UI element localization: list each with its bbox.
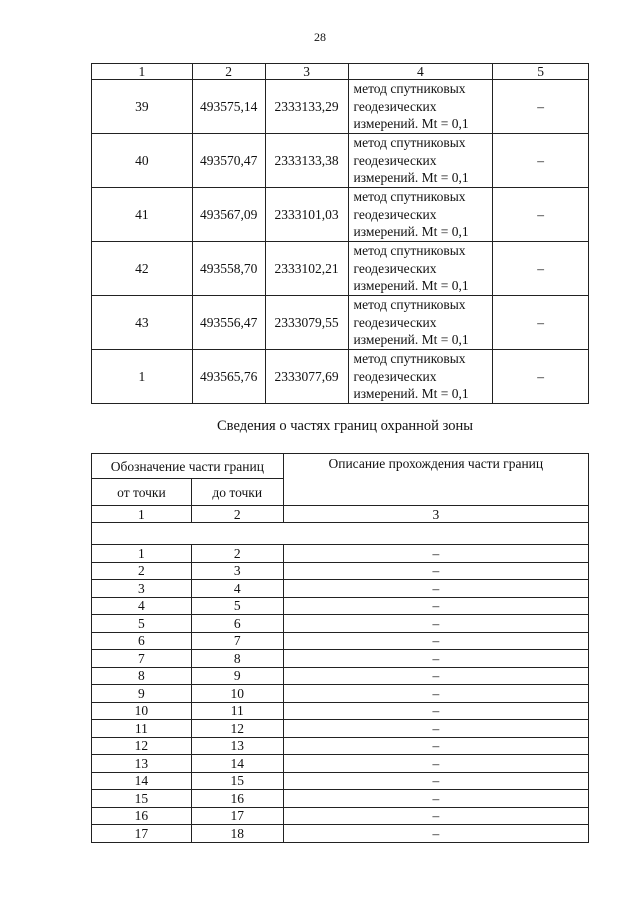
method-line: измерений. Mt = 0,1 [353, 170, 469, 186]
to-point: 15 [191, 772, 283, 790]
point-number: 40 [92, 134, 193, 188]
table-row [92, 685, 589, 703]
coordinate-y: 2333102,21 [265, 242, 348, 296]
method-line: геодезических [353, 98, 437, 114]
method-cell [348, 296, 493, 350]
from-point: 7 [92, 650, 192, 668]
from-point: 8 [92, 667, 192, 685]
method-line: метод спутниковых [353, 81, 466, 97]
method-line: метод спутниковых [353, 297, 466, 313]
method-line: измерений. Mt = 0,1 [353, 224, 469, 240]
point-number: 41 [92, 188, 193, 242]
coordinate-x: 493565,76 [192, 350, 265, 404]
to-point: 3 [191, 562, 283, 580]
column-number-1: 1 [92, 506, 192, 523]
to-point: 16 [191, 790, 283, 808]
to-point: 11 [191, 702, 283, 720]
coordinate-x: 493556,47 [192, 296, 265, 350]
header-to-point: до точки [191, 479, 283, 506]
from-point: 11 [92, 720, 192, 738]
from-point: 3 [92, 580, 192, 598]
method-line: геодезических [353, 260, 437, 276]
method-line: метод спутниковых [353, 243, 466, 259]
table-row [92, 242, 589, 296]
method-line: геодезических [353, 206, 437, 222]
description: – [283, 737, 588, 755]
description: – [283, 720, 588, 738]
method-line: геодезических [353, 368, 437, 384]
table-row [92, 597, 589, 615]
from-point: 9 [92, 685, 192, 703]
table-row [92, 562, 589, 580]
column-5-value: – [493, 296, 589, 350]
from-point: 5 [92, 615, 192, 633]
coordinate-x: 493570,47 [192, 134, 265, 188]
table-row [92, 80, 589, 134]
coordinate-x: 493558,70 [192, 242, 265, 296]
from-point: 14 [92, 772, 192, 790]
table-row [92, 720, 589, 738]
to-point: 5 [191, 597, 283, 615]
table-row [92, 350, 589, 404]
column-number-3: 3 [265, 64, 348, 80]
column-number-2: 2 [192, 64, 265, 80]
header-description: Описание прохождения части границ [283, 454, 588, 506]
method-cell [348, 188, 493, 242]
boundary-parts-table [91, 453, 589, 843]
description: – [283, 825, 588, 843]
from-point: 15 [92, 790, 192, 808]
description: – [283, 755, 588, 773]
table-row [92, 580, 589, 598]
method-cell [348, 80, 493, 134]
to-point: 18 [191, 825, 283, 843]
from-point: 12 [92, 737, 192, 755]
to-point: 2 [191, 545, 283, 563]
coordinate-y: 2333077,69 [265, 350, 348, 404]
to-point: 4 [191, 580, 283, 598]
to-point: 9 [191, 667, 283, 685]
method-cell [348, 242, 493, 296]
from-point: 2 [92, 562, 192, 580]
method-line: измерений. Mt = 0,1 [353, 278, 469, 294]
section-title: Сведения о частях границ охранной зоны [217, 418, 473, 434]
description: – [283, 615, 588, 633]
from-point: 4 [92, 597, 192, 615]
description: – [283, 790, 588, 808]
description: – [283, 580, 588, 598]
table-row [92, 296, 589, 350]
column-5-value: – [493, 242, 589, 296]
coordinates-header-row [92, 64, 589, 80]
to-point: 8 [191, 650, 283, 668]
description: – [283, 597, 588, 615]
description: – [283, 772, 588, 790]
blank-cell [92, 523, 589, 545]
coordinate-y: 2333101,03 [265, 188, 348, 242]
table-row [92, 825, 589, 843]
method-line: измерений. Mt = 0,1 [353, 386, 469, 402]
page-number: 28 [314, 30, 326, 44]
table-row [92, 545, 589, 563]
method-line: геодезических [353, 314, 437, 330]
to-point: 17 [191, 807, 283, 825]
column-number-2: 2 [191, 506, 283, 523]
column-number-5: 5 [493, 64, 589, 80]
table-row [92, 667, 589, 685]
point-number: 42 [92, 242, 193, 296]
column-5-value: – [493, 134, 589, 188]
table-row [92, 807, 589, 825]
coordinate-y: 2333133,29 [265, 80, 348, 134]
table-row [92, 632, 589, 650]
method-line: метод спутниковых [353, 189, 466, 205]
point-number: 43 [92, 296, 193, 350]
table-row [92, 134, 589, 188]
to-point: 7 [191, 632, 283, 650]
table-row [92, 772, 589, 790]
to-point: 12 [191, 720, 283, 738]
from-point: 16 [92, 807, 192, 825]
table-row [92, 702, 589, 720]
from-point: 10 [92, 702, 192, 720]
parts-column-numbers-row [92, 506, 589, 523]
from-point: 6 [92, 632, 192, 650]
table-row [92, 188, 589, 242]
coordinate-y: 2333133,38 [265, 134, 348, 188]
blank-row [92, 523, 589, 545]
description: – [283, 667, 588, 685]
to-point: 13 [191, 737, 283, 755]
point-number: 1 [92, 350, 193, 404]
table-row [92, 737, 589, 755]
to-point: 6 [191, 615, 283, 633]
column-5-value: – [493, 80, 589, 134]
method-cell [348, 350, 493, 404]
column-5-value: – [493, 188, 589, 242]
coordinate-y: 2333079,55 [265, 296, 348, 350]
point-number: 39 [92, 80, 193, 134]
to-point: 10 [191, 685, 283, 703]
description: – [283, 702, 588, 720]
coordinate-x: 493567,09 [192, 188, 265, 242]
description: – [283, 562, 588, 580]
coordinate-x: 493575,14 [192, 80, 265, 134]
description: – [283, 807, 588, 825]
coordinates-table [91, 63, 589, 404]
table-row [92, 790, 589, 808]
column-number-1: 1 [92, 64, 193, 80]
description: – [283, 632, 588, 650]
method-line: измерений. Mt = 0,1 [353, 332, 469, 348]
table-row [92, 650, 589, 668]
description: – [283, 650, 588, 668]
column-number-3: 3 [283, 506, 588, 523]
description: – [283, 685, 588, 703]
description: – [283, 545, 588, 563]
method-line: метод спутниковых [353, 351, 466, 367]
column-number-4: 4 [348, 64, 493, 80]
method-line: измерений. Mt = 0,1 [353, 116, 469, 132]
header-boundary-designation: Обозначение части границ [92, 454, 284, 479]
method-line: метод спутниковых [353, 135, 466, 151]
header-from-point: от точки [92, 479, 192, 506]
parts-header-row [92, 454, 589, 479]
column-5-value: – [493, 350, 589, 404]
from-point: 1 [92, 545, 192, 563]
from-point: 17 [92, 825, 192, 843]
method-line: геодезических [353, 152, 437, 168]
table-row [92, 755, 589, 773]
table-row [92, 615, 589, 633]
from-point: 13 [92, 755, 192, 773]
parts-body [92, 545, 589, 843]
method-cell [348, 134, 493, 188]
to-point: 14 [191, 755, 283, 773]
